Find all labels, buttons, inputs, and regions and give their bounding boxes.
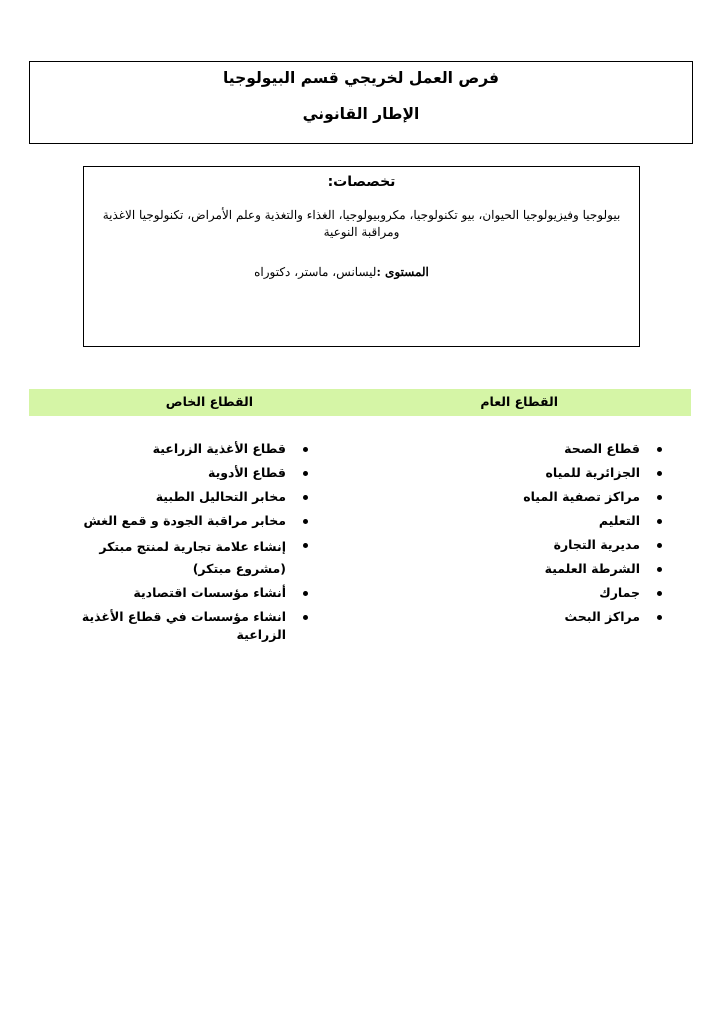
list-item: إنشاء علامة تجارية لمنتج مبتكر (مشروع مبتكر) — [54, 536, 316, 580]
public-sector-list — [430, 440, 670, 632]
list-item: مديرية التجارة — [430, 536, 670, 554]
level-label: المستوى : — [376, 265, 429, 279]
list-item: الجزائرية للمياه — [430, 464, 670, 482]
bullet-icon — [657, 591, 662, 596]
title-box — [29, 61, 693, 144]
specializations-box — [83, 166, 640, 347]
bullet-icon — [303, 471, 308, 476]
list-item: قطاع الصحة — [430, 440, 670, 458]
list-item: انشاء مؤسسات في قطاع الأغذية الزراعية — [54, 608, 316, 644]
level-value: ليسانس، ماستر، دكتوراه — [254, 265, 377, 279]
bullet-icon — [303, 543, 308, 548]
page-title: فرص العمل لخريجي قسم البيولوجيا — [222, 69, 500, 87]
list-item: مراكز تصفية المياه — [430, 488, 670, 506]
list-item: التعليم — [430, 512, 670, 530]
bullet-icon — [303, 615, 308, 620]
private-sector-list — [54, 440, 316, 650]
list-item: مراكز البحث — [430, 608, 670, 626]
public-sector-heading: القطاع العام — [480, 394, 558, 409]
bullet-icon — [303, 447, 308, 452]
bullet-icon — [657, 495, 662, 500]
private-sector-heading: القطاع الخاص — [165, 394, 253, 409]
list-item: مخابر مراقبة الجودة و قمع الغش — [54, 512, 316, 530]
sector-header-bar — [29, 389, 691, 416]
bullet-icon — [303, 519, 308, 524]
bullet-icon — [657, 447, 662, 452]
bullet-icon — [303, 495, 308, 500]
bullet-icon — [657, 471, 662, 476]
specializations-heading: تخصصات: — [327, 174, 396, 190]
bullet-icon — [657, 615, 662, 620]
list-item: قطاع الأدوية — [54, 464, 316, 482]
bullet-icon — [657, 543, 662, 548]
list-item: الشرطة العلمية — [430, 560, 670, 578]
level-line — [84, 265, 639, 279]
page-subtitle: الإطار القانوني — [302, 105, 420, 123]
list-item: جمارك — [430, 584, 670, 602]
list-item: قطاع الأغذية الزراعية — [54, 440, 316, 458]
bullet-icon — [657, 567, 662, 572]
list-item: أنشاء مؤسسات اقتصادية — [54, 584, 316, 602]
list-item: مخابر التحاليل الطبية — [54, 488, 316, 506]
bullet-icon — [657, 519, 662, 524]
bullet-icon — [303, 591, 308, 596]
specializations-description: بيولوجيا وفيزيولوجيا الحيوان، بيو تكنولوجيا، مكروبيولوجيا، الغذاء والتغذية وعلم الأمراض، تكنولوجيا الاغذية ومراقبة النوعية — [102, 208, 621, 239]
